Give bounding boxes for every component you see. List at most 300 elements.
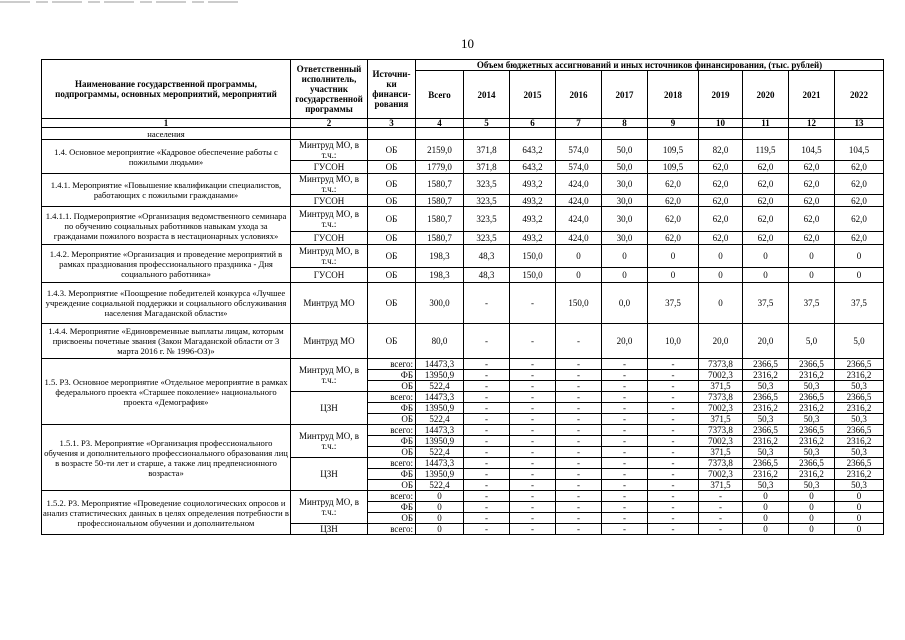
value-cell: 2159,0 xyxy=(416,140,464,161)
header-year: 2018 xyxy=(648,71,699,119)
value-cell: 5,0 xyxy=(835,324,884,359)
value-cell: - xyxy=(464,414,510,425)
value-cell: 300,0 xyxy=(416,283,464,324)
value-cell: 62,0 xyxy=(648,174,699,195)
value-cell: - xyxy=(464,469,510,480)
responsible-cell: Минтруд МО, в т.ч.: xyxy=(291,359,368,392)
value-cell: 62,0 xyxy=(699,174,743,195)
source-cell: всего: xyxy=(368,491,416,502)
value-cell: 30,0 xyxy=(602,207,648,232)
value-cell: - xyxy=(464,283,510,324)
value-cell: - xyxy=(510,458,556,469)
value-cell: - xyxy=(556,502,602,513)
source-cell: ОБ xyxy=(368,140,416,161)
value-cell: - xyxy=(556,381,602,392)
value-cell: 2366,5 xyxy=(743,458,789,469)
table-row xyxy=(42,324,884,359)
header-row xyxy=(42,60,884,71)
value-cell: 82,0 xyxy=(699,140,743,161)
value-cell: 62,0 xyxy=(835,195,884,207)
value-cell: 2316,2 xyxy=(743,370,789,381)
value-cell: - xyxy=(648,513,699,524)
responsible-cell: Минтруд МО xyxy=(291,324,368,359)
table-row xyxy=(42,245,884,268)
value-cell: 50,3 xyxy=(835,414,884,425)
value-cell: - xyxy=(464,480,510,491)
value-cell: - xyxy=(602,447,648,458)
responsible-cell: Минтруд МО, в т.ч.: xyxy=(291,491,368,524)
value-cell: 493,2 xyxy=(510,207,556,232)
value-cell: 0 xyxy=(743,513,789,524)
value-cell: - xyxy=(464,436,510,447)
source-cell: ОБ xyxy=(368,245,416,268)
header-year: 2022 xyxy=(835,71,884,119)
value-cell: - xyxy=(602,425,648,436)
value-cell: 0 xyxy=(835,245,884,268)
source-cell: ФБ xyxy=(368,370,416,381)
value-cell: - xyxy=(602,480,648,491)
table-row xyxy=(42,425,884,436)
value-cell: 0 xyxy=(835,524,884,535)
value-cell: - xyxy=(510,370,556,381)
page-number: 10 xyxy=(461,36,474,51)
value-cell: - xyxy=(510,469,556,480)
source-cell: ОБ xyxy=(368,232,416,245)
source-cell: всего: xyxy=(368,392,416,403)
value-cell: - xyxy=(464,513,510,524)
value-cell: 2366,5 xyxy=(789,458,835,469)
source-cell: ОБ xyxy=(368,174,416,195)
value-cell: 522,4 xyxy=(416,447,464,458)
value-cell: 2316,2 xyxy=(743,469,789,480)
index-cell: 5 xyxy=(464,119,510,128)
value-cell: 323,5 xyxy=(464,232,510,245)
value-cell: - xyxy=(602,414,648,425)
value-cell: 7002,3 xyxy=(699,469,743,480)
row-name: 1.4.1. Мероприятие «Повышение квалификации специалистов, работающих с пожилыми гражданами» xyxy=(42,174,291,207)
header-year: 2020 xyxy=(743,71,789,119)
value-cell: - xyxy=(464,370,510,381)
value-cell: 50,3 xyxy=(789,447,835,458)
index-cell: 2 xyxy=(291,119,368,128)
value-cell: 2366,5 xyxy=(789,392,835,403)
value-cell: 20,0 xyxy=(743,324,789,359)
value-cell: 424,0 xyxy=(556,207,602,232)
source-cell: ФБ xyxy=(368,502,416,513)
value-cell: - xyxy=(510,414,556,425)
value-cell: 13950,9 xyxy=(416,403,464,414)
value-cell: 62,0 xyxy=(789,195,835,207)
index-cell: 6 xyxy=(510,119,556,128)
row-name: 1.4.1.1. Подмероприятие «Организация ведомственного семинара по обучению социальных работников навыкам ухода за гражданами пожилого возраста в нестационарных условиях» xyxy=(42,207,291,245)
responsible-cell: ЦЗН xyxy=(291,392,368,425)
header-source: Источни-ки финанси-рования xyxy=(368,60,416,119)
index-cell: 7 xyxy=(556,119,602,128)
value-cell: 14473,3 xyxy=(416,458,464,469)
value-cell: 14473,3 xyxy=(416,425,464,436)
source-cell: всего: xyxy=(368,458,416,469)
value-cell: 522,4 xyxy=(416,414,464,425)
value-cell: 371,8 xyxy=(464,161,510,174)
value-cell: 50,3 xyxy=(835,447,884,458)
value-cell: 2366,5 xyxy=(835,458,884,469)
value-cell: - xyxy=(464,392,510,403)
value-cell: 62,0 xyxy=(789,161,835,174)
value-cell: - xyxy=(648,502,699,513)
value-cell: - xyxy=(510,283,556,324)
value-cell: - xyxy=(510,403,556,414)
value-cell: 371,8 xyxy=(464,140,510,161)
value-cell: 1580,7 xyxy=(416,207,464,232)
value-cell: 2316,2 xyxy=(789,436,835,447)
value-cell: 62,0 xyxy=(743,232,789,245)
header-year: 2017 xyxy=(602,71,648,119)
index-cell: 3 xyxy=(368,119,416,128)
value-cell: 50,3 xyxy=(789,414,835,425)
value-cell: 2316,2 xyxy=(789,403,835,414)
value-cell: - xyxy=(602,458,648,469)
value-cell: 104,5 xyxy=(789,140,835,161)
value-cell: - xyxy=(648,381,699,392)
value-cell: 424,0 xyxy=(556,195,602,207)
value-cell: - xyxy=(510,436,556,447)
value-cell: 0 xyxy=(789,491,835,502)
value-cell: 2366,5 xyxy=(743,392,789,403)
value-cell: - xyxy=(464,425,510,436)
header-name: Наименование государственной программы, подпрограммы, основных мероприятий, мероприятий xyxy=(42,60,291,119)
value-cell: 0 xyxy=(835,513,884,524)
responsible-cell: Минтруд МО, в т.ч.: xyxy=(291,174,368,195)
value-cell: - xyxy=(648,458,699,469)
value-cell: 30,0 xyxy=(602,195,648,207)
value-cell: 0 xyxy=(789,513,835,524)
value-cell: - xyxy=(510,502,556,513)
value-cell: 62,0 xyxy=(835,207,884,232)
value-cell: 0 xyxy=(602,245,648,268)
value-cell: - xyxy=(464,524,510,535)
value-cell: 2316,2 xyxy=(835,370,884,381)
responsible-cell: ГУСОН xyxy=(291,232,368,245)
value-cell: 1580,7 xyxy=(416,174,464,195)
value-cell: 7373,8 xyxy=(699,359,743,370)
value-cell: - xyxy=(556,392,602,403)
value-cell: 13950,9 xyxy=(416,370,464,381)
value-cell: 0 xyxy=(743,491,789,502)
index-cell: 1 xyxy=(42,119,291,128)
value-cell: 48,3 xyxy=(464,245,510,268)
value-cell: 37,5 xyxy=(743,283,789,324)
value-cell: 0 xyxy=(416,524,464,535)
header-year: 2015 xyxy=(510,71,556,119)
value-cell: 150,0 xyxy=(510,245,556,268)
table-row xyxy=(42,491,884,502)
source-cell: ОБ xyxy=(368,268,416,283)
value-cell: 1779,0 xyxy=(416,161,464,174)
table-row xyxy=(42,140,884,161)
value-cell: - xyxy=(556,359,602,370)
value-cell: 62,0 xyxy=(699,195,743,207)
value-cell: - xyxy=(648,414,699,425)
responsible-cell: ЦЗН xyxy=(291,524,368,535)
value-cell: 371,5 xyxy=(699,447,743,458)
value-cell: 0 xyxy=(835,502,884,513)
value-cell: 109,5 xyxy=(648,161,699,174)
value-cell: - xyxy=(510,480,556,491)
value-cell: 424,0 xyxy=(556,174,602,195)
value-cell: - xyxy=(602,370,648,381)
value-cell: - xyxy=(602,392,648,403)
value-cell: 424,0 xyxy=(556,232,602,245)
value-cell: 50,3 xyxy=(835,381,884,392)
value-cell: - xyxy=(556,469,602,480)
table-row xyxy=(42,207,884,232)
index-cell: 11 xyxy=(743,119,789,128)
value-cell: - xyxy=(699,524,743,535)
value-cell: 20,0 xyxy=(602,324,648,359)
index-cell: 4 xyxy=(416,119,464,128)
header-total: Всего xyxy=(416,71,464,119)
value-cell: - xyxy=(602,502,648,513)
value-cell: 643,2 xyxy=(510,140,556,161)
value-cell: 0 xyxy=(416,502,464,513)
value-cell: 5,0 xyxy=(789,324,835,359)
budget-table xyxy=(41,59,884,535)
responsible-cell: ГУСОН xyxy=(291,268,368,283)
value-cell: 2366,5 xyxy=(789,425,835,436)
source-cell: ФБ xyxy=(368,436,416,447)
value-cell: - xyxy=(556,491,602,502)
index-row xyxy=(42,119,884,128)
value-cell: 62,0 xyxy=(835,161,884,174)
value-cell: - xyxy=(464,458,510,469)
value-cell: 50,0 xyxy=(602,140,648,161)
value-cell: - xyxy=(699,502,743,513)
value-cell: 62,0 xyxy=(743,195,789,207)
index-cell: 8 xyxy=(602,119,648,128)
header-year: 2021 xyxy=(789,71,835,119)
value-cell: 493,2 xyxy=(510,195,556,207)
row-name: 1.4. Основное мероприятие «Кадровое обеспечение работы с пожилыми людьми» xyxy=(42,140,291,174)
responsible-cell: Минтруд МО, в т.ч.: xyxy=(291,245,368,268)
row-name: 1.4.3. Мероприятие «Поощрение победителей конкурса «Лучшее учреждение социальной поддержки и социального обслуживания населения Магаданской области» xyxy=(42,283,291,324)
value-cell: - xyxy=(510,447,556,458)
value-cell: - xyxy=(556,324,602,359)
index-cell: 9 xyxy=(648,119,699,128)
value-cell: 198,3 xyxy=(416,245,464,268)
value-cell: - xyxy=(556,480,602,491)
value-cell: - xyxy=(464,447,510,458)
value-cell: 0 xyxy=(789,268,835,283)
value-cell: - xyxy=(510,381,556,392)
value-cell: 2316,2 xyxy=(743,403,789,414)
source-cell: ОБ xyxy=(368,324,416,359)
index-cell: 10 xyxy=(699,119,743,128)
value-cell: - xyxy=(648,447,699,458)
value-cell: 62,0 xyxy=(699,232,743,245)
value-cell: 2366,5 xyxy=(743,359,789,370)
value-cell: - xyxy=(510,425,556,436)
value-cell: - xyxy=(510,392,556,403)
value-cell: 37,5 xyxy=(835,283,884,324)
value-cell: - xyxy=(602,403,648,414)
top-edge-artifact xyxy=(0,0,905,10)
header-year: 2019 xyxy=(699,71,743,119)
value-cell: 62,0 xyxy=(835,174,884,195)
value-cell: 50,3 xyxy=(743,381,789,392)
value-cell: 2366,5 xyxy=(789,359,835,370)
value-cell: 0 xyxy=(648,268,699,283)
value-cell: 50,3 xyxy=(835,480,884,491)
value-cell: 1580,7 xyxy=(416,232,464,245)
value-cell: 62,0 xyxy=(789,207,835,232)
value-cell: 14473,3 xyxy=(416,392,464,403)
value-cell: 2316,2 xyxy=(835,469,884,480)
source-cell: ОБ xyxy=(368,381,416,392)
source-cell: ОБ xyxy=(368,447,416,458)
value-cell: - xyxy=(556,370,602,381)
value-cell: 643,2 xyxy=(510,161,556,174)
value-cell: - xyxy=(556,447,602,458)
row-name: 1.4.2. Мероприятие «Организация и проведение мероприятий в рамках празднования профессионального праздника - Дня социального работника» xyxy=(42,245,291,283)
value-cell: - xyxy=(602,359,648,370)
value-cell: 0 xyxy=(789,524,835,535)
value-cell: 50,3 xyxy=(789,381,835,392)
source-cell: ОБ xyxy=(368,195,416,207)
source-cell: ОБ xyxy=(368,283,416,324)
value-cell: - xyxy=(510,324,556,359)
row-name: 1.4.4. Мероприятие «Единовременные выплаты лицам, которым присвоены почетные звания (Закон Магаданской области от 3 марта 2016 г. № 1996-ОЗ)» xyxy=(42,324,291,359)
value-cell: 62,0 xyxy=(835,232,884,245)
responsible-cell: Минтруд МО, в т.ч.: xyxy=(291,425,368,458)
source-cell: ОБ xyxy=(368,480,416,491)
value-cell: 522,4 xyxy=(416,381,464,392)
value-cell: 30,0 xyxy=(602,232,648,245)
row-name: 1.5.2. Р3. Мероприятие «Проведение социологических опросов и анализ статистических данных в целях определения потребности в профессиональном обучении и дополнительном xyxy=(42,491,291,535)
row-name: 1.5.1. Р3. Мероприятие «Организация профессионального обучения и дополнительного профессионального образования лиц в возрасте 50-ти лет и старше, а также лиц предпенсионного возраста» xyxy=(42,425,291,491)
value-cell: 2366,5 xyxy=(743,425,789,436)
value-cell: - xyxy=(510,524,556,535)
value-cell: - xyxy=(556,513,602,524)
value-cell: 119,5 xyxy=(743,140,789,161)
responsible-cell: Минтруд МО, в т.ч.: xyxy=(291,140,368,161)
value-cell: 493,2 xyxy=(510,232,556,245)
value-cell: 62,0 xyxy=(699,207,743,232)
value-cell: 371,5 xyxy=(699,480,743,491)
index-cell: 13 xyxy=(835,119,884,128)
value-cell: - xyxy=(556,425,602,436)
value-cell: - xyxy=(648,480,699,491)
value-cell: 7002,3 xyxy=(699,436,743,447)
value-cell: 323,5 xyxy=(464,195,510,207)
value-cell: - xyxy=(464,403,510,414)
value-cell: 104,5 xyxy=(835,140,884,161)
source-cell: ОБ xyxy=(368,161,416,174)
value-cell: 0 xyxy=(743,524,789,535)
value-cell: 62,0 xyxy=(789,174,835,195)
responsible-cell: ГУСОН xyxy=(291,161,368,174)
value-cell: 2316,2 xyxy=(835,403,884,414)
source-cell: всего: xyxy=(368,425,416,436)
continuation-row xyxy=(42,128,884,140)
source-cell: ФБ xyxy=(368,469,416,480)
value-cell: 0 xyxy=(602,268,648,283)
value-cell: - xyxy=(510,359,556,370)
value-cell: 7373,8 xyxy=(699,425,743,436)
value-cell: 2366,5 xyxy=(835,359,884,370)
value-cell: 0 xyxy=(743,502,789,513)
value-cell: 0 xyxy=(789,502,835,513)
value-cell: - xyxy=(602,381,648,392)
responsible-cell: Минтруд МО xyxy=(291,283,368,324)
value-cell: 0 xyxy=(416,513,464,524)
value-cell: - xyxy=(464,381,510,392)
value-cell: 0,0 xyxy=(602,283,648,324)
value-cell: 50,3 xyxy=(789,480,835,491)
value-cell: 371,5 xyxy=(699,414,743,425)
responsible-cell: ЦЗН xyxy=(291,458,368,491)
value-cell: - xyxy=(464,502,510,513)
value-cell: 10,0 xyxy=(648,324,699,359)
value-cell: - xyxy=(648,436,699,447)
value-cell: 7002,3 xyxy=(699,403,743,414)
value-cell: 62,0 xyxy=(648,195,699,207)
value-cell: 0 xyxy=(556,245,602,268)
value-cell: 7373,8 xyxy=(699,392,743,403)
value-cell: 0 xyxy=(789,245,835,268)
value-cell: 14473,3 xyxy=(416,359,464,370)
value-cell: 20,0 xyxy=(699,324,743,359)
row-name: населения xyxy=(42,128,291,140)
value-cell: 0 xyxy=(556,268,602,283)
value-cell: 50,3 xyxy=(743,480,789,491)
value-cell: - xyxy=(556,524,602,535)
value-cell: - xyxy=(648,392,699,403)
value-cell: 2316,2 xyxy=(789,370,835,381)
value-cell: 323,5 xyxy=(464,174,510,195)
value-cell: - xyxy=(648,491,699,502)
value-cell: 2366,5 xyxy=(835,392,884,403)
value-cell: 0 xyxy=(835,491,884,502)
value-cell: 0 xyxy=(699,283,743,324)
value-cell: - xyxy=(556,436,602,447)
value-cell: 0 xyxy=(699,245,743,268)
table-row xyxy=(42,359,884,370)
value-cell: 371,5 xyxy=(699,381,743,392)
value-cell: 37,5 xyxy=(648,283,699,324)
value-cell: - xyxy=(648,425,699,436)
value-cell: - xyxy=(464,359,510,370)
responsible-cell: ГУСОН xyxy=(291,195,368,207)
value-cell: - xyxy=(556,414,602,425)
value-cell: 7373,8 xyxy=(699,458,743,469)
value-cell: 150,0 xyxy=(556,283,602,324)
responsible-cell: Минтруд МО, в т.ч.: xyxy=(291,207,368,232)
value-cell: 7002,3 xyxy=(699,370,743,381)
header-responsible: Ответственный исполнитель, участник государственной программы xyxy=(291,60,368,119)
header-year: 2014 xyxy=(464,71,510,119)
value-cell: - xyxy=(648,469,699,480)
value-cell: 0 xyxy=(416,491,464,502)
value-cell: - xyxy=(648,359,699,370)
value-cell: - xyxy=(699,513,743,524)
value-cell: 2366,5 xyxy=(835,425,884,436)
value-cell: 0 xyxy=(835,268,884,283)
value-cell: - xyxy=(602,436,648,447)
index-cell: 12 xyxy=(789,119,835,128)
value-cell: 323,5 xyxy=(464,207,510,232)
row-name: 1.5. Р3. Основное мероприятие «Отдельное мероприятие в рамках федерального проекта «Старшее поколение» национального проекта «Демография» xyxy=(42,359,291,425)
value-cell: 62,0 xyxy=(743,207,789,232)
